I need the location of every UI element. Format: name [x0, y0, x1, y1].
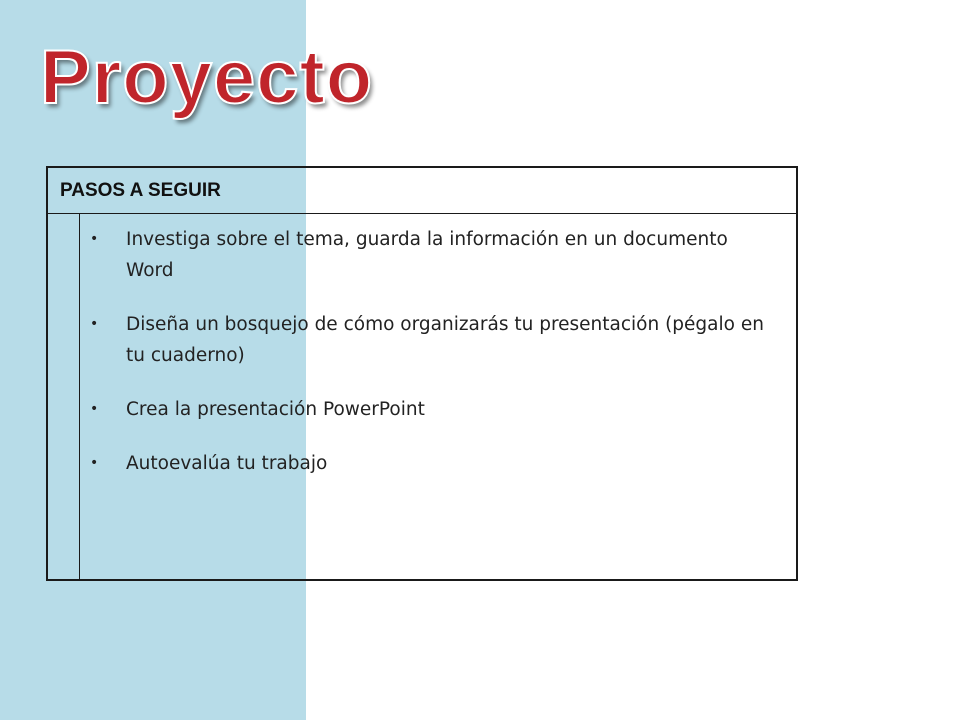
- bullet-dot-icon: •: [90, 316, 99, 332]
- steps-table-header: PASOS A SEGUIR: [48, 168, 796, 214]
- step-item: [90, 224, 770, 286]
- bullet-dot-icon: •: [90, 455, 99, 471]
- step-text: Crea la presentación PowerPoint: [126, 399, 425, 420]
- step-text: Diseña un bosquejo de cómo organizarás tu presentación (pégalo en tu cuaderno): [126, 314, 764, 366]
- steps-table: [46, 166, 798, 581]
- steps-table-left-cell: [48, 214, 80, 579]
- step-item: [90, 309, 770, 371]
- step-item: [90, 394, 770, 425]
- steps-list: [90, 224, 770, 502]
- slide-title: Proyecto: [40, 35, 374, 120]
- step-text: Investiga sobre el tema, guarda la información en un documento Word: [126, 229, 728, 281]
- bullet-dot-icon: •: [90, 231, 99, 247]
- step-text: Autoevalúa tu trabajo: [126, 453, 328, 474]
- bullet-dot-icon: •: [90, 401, 99, 417]
- step-item: [90, 448, 770, 479]
